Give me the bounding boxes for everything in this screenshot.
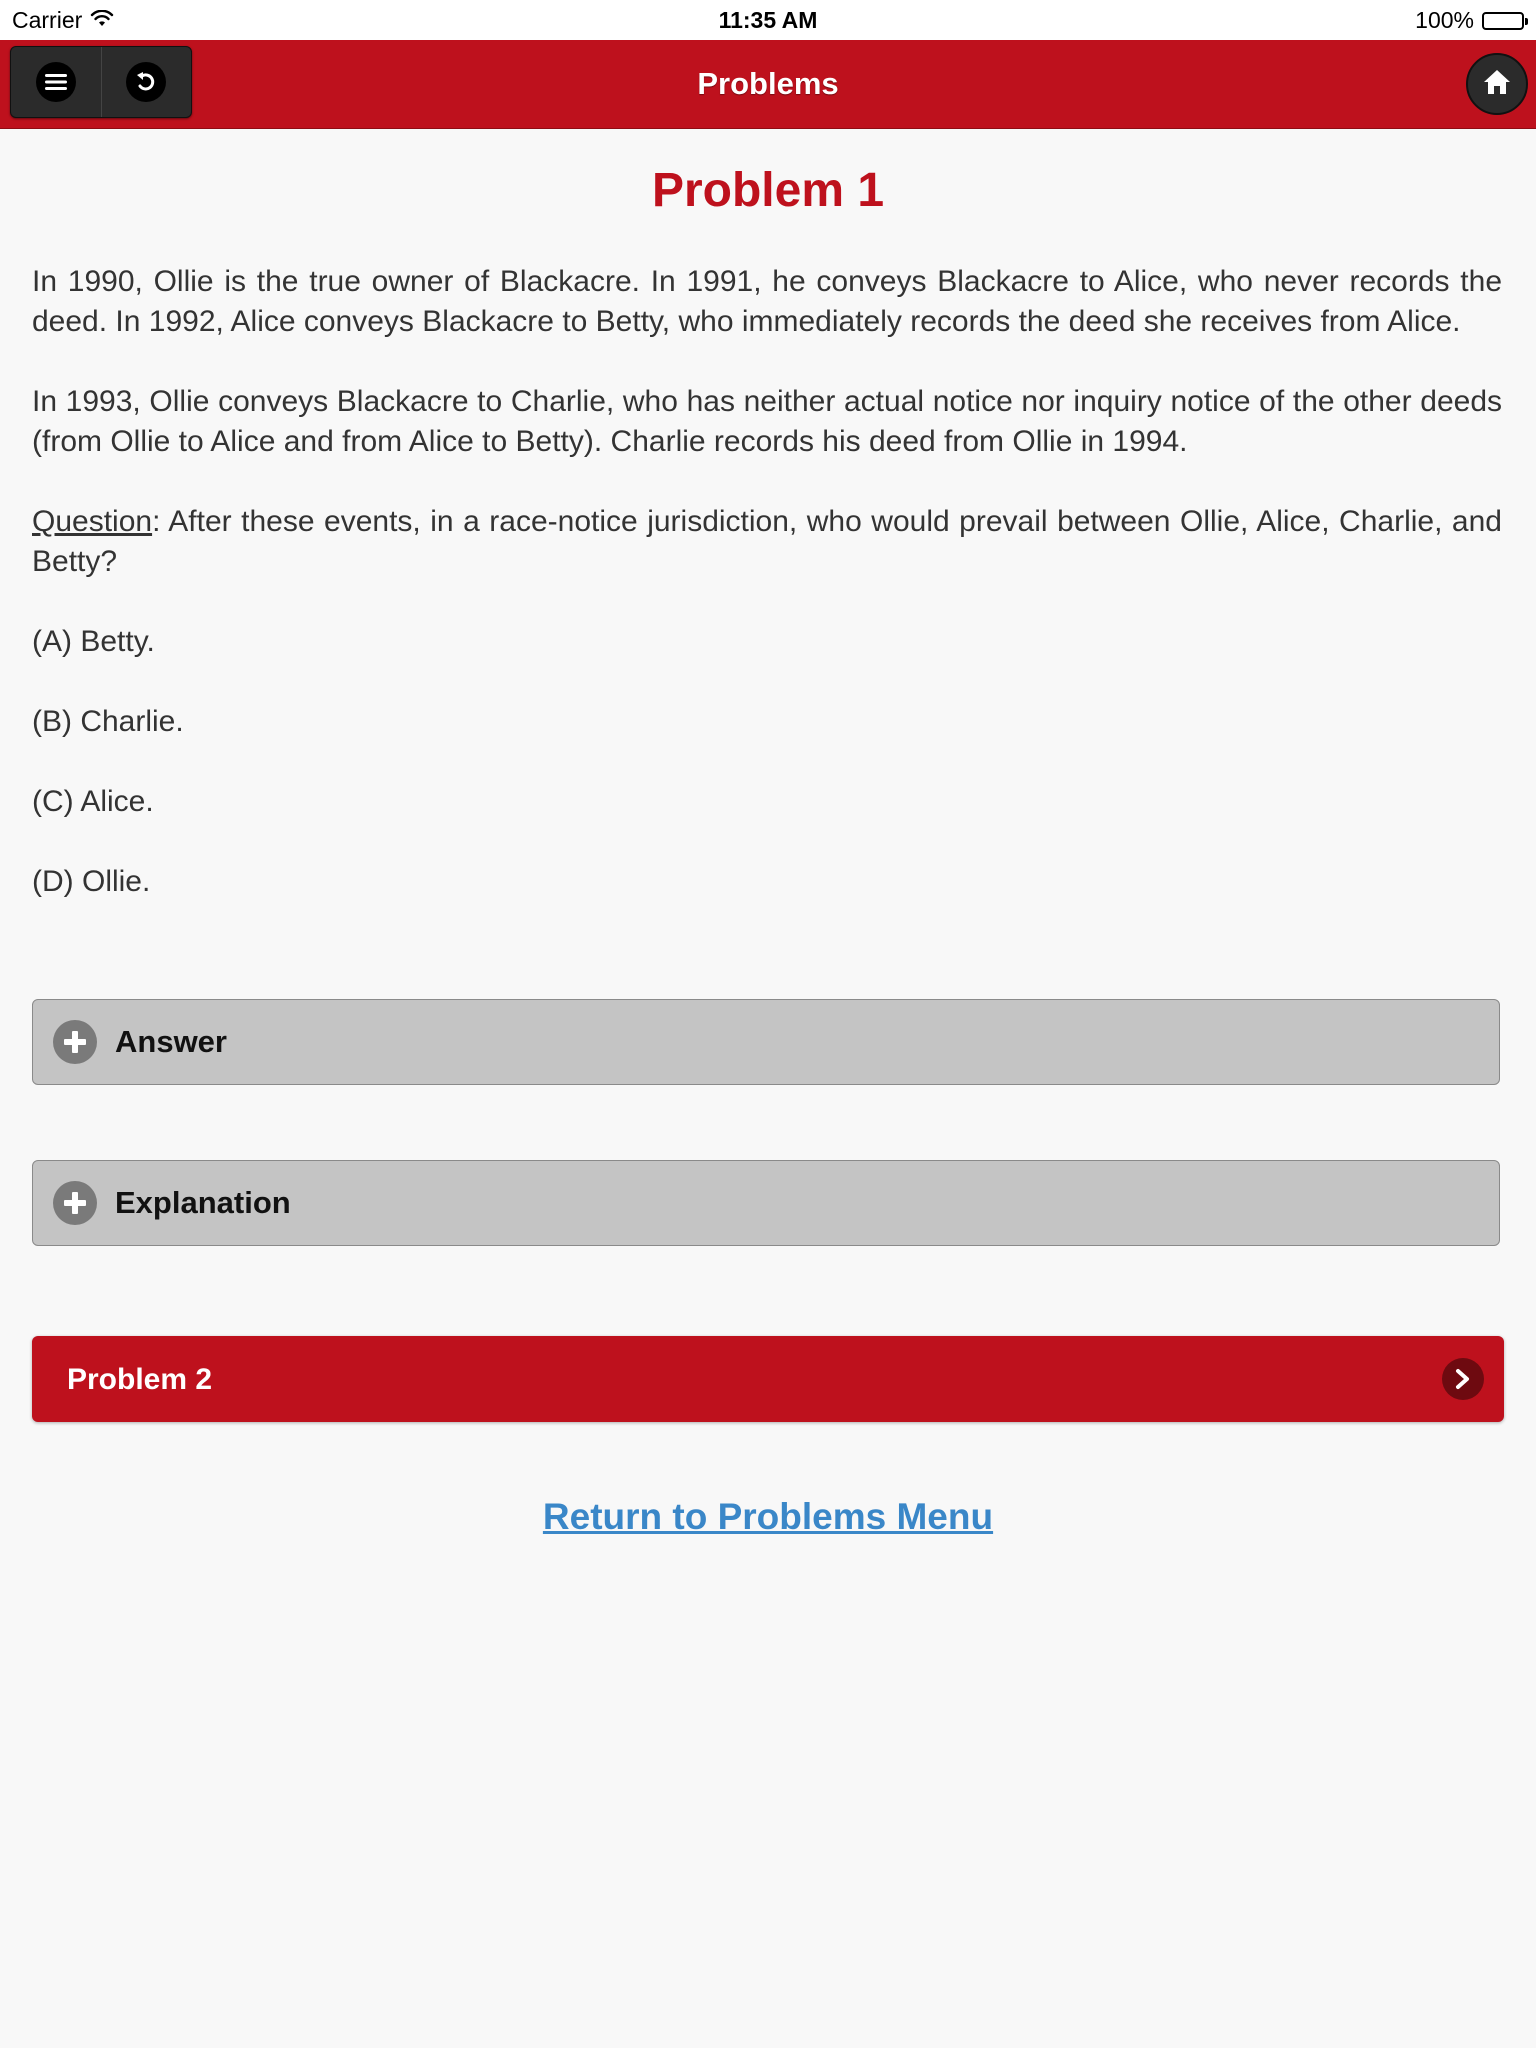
chevron-right-icon	[1442, 1358, 1484, 1400]
status-bar	[0, 0, 1536, 40]
page-title: Problem 1	[651, 164, 885, 217]
explanation-collapsible[interactable]	[32, 1160, 1500, 1246]
next-problem-label: Problem 2	[67, 1363, 213, 1396]
plus-icon	[53, 1181, 97, 1225]
problem-paragraph-2: In 1993, Ollie conveys Blackacre to Charlie, who has neither actual notice nor inquiry notice of the other deeds (from Ollie to Alice and from Alice to Betty). Charlie records his deed from Ollie in 1994.	[32, 385, 1502, 458]
carrier-label: Carrier	[12, 7, 83, 33]
question-text: : After these events, in a race-notice jurisdiction, who would prevail between Ollie, Alice, Charlie, and Betty?	[32, 505, 1502, 578]
answer-label: Answer	[115, 1024, 227, 1059]
problem-content	[32, 262, 1502, 942]
option-b: (B) Charlie.	[32, 705, 184, 738]
question	[32, 502, 1502, 582]
return-to-problems-menu-link[interactable]: Return to Problems Menu	[542, 1496, 994, 1537]
explanation-label: Explanation	[115, 1185, 291, 1220]
problem-paragraph-1: In 1990, Ollie is the true owner of Blackacre. In 1991, he conveys Blackacre to Alice, who never records the deed. In 1992, Alice conveys Blackacre to Betty, who immediately records the deed she receives from Alice.	[32, 265, 1502, 338]
option-c: (C) Alice.	[32, 785, 154, 818]
next-problem-button[interactable]	[32, 1336, 1504, 1422]
option-d: (D) Ollie.	[32, 865, 151, 898]
battery-percent: 100%	[1415, 7, 1474, 33]
option-a: (A) Betty.	[32, 625, 155, 658]
battery-icon	[1482, 12, 1524, 30]
home-icon	[1482, 68, 1512, 101]
status-time: 11:35 AM	[718, 7, 818, 33]
answer-collapsible[interactable]	[32, 999, 1500, 1085]
home-button[interactable]	[1466, 53, 1528, 115]
header-title: Problems	[697, 66, 839, 101]
question-label: Question	[32, 505, 153, 538]
battery-indicator	[1415, 7, 1524, 34]
plus-icon	[53, 1020, 97, 1064]
app-header	[0, 40, 1536, 129]
